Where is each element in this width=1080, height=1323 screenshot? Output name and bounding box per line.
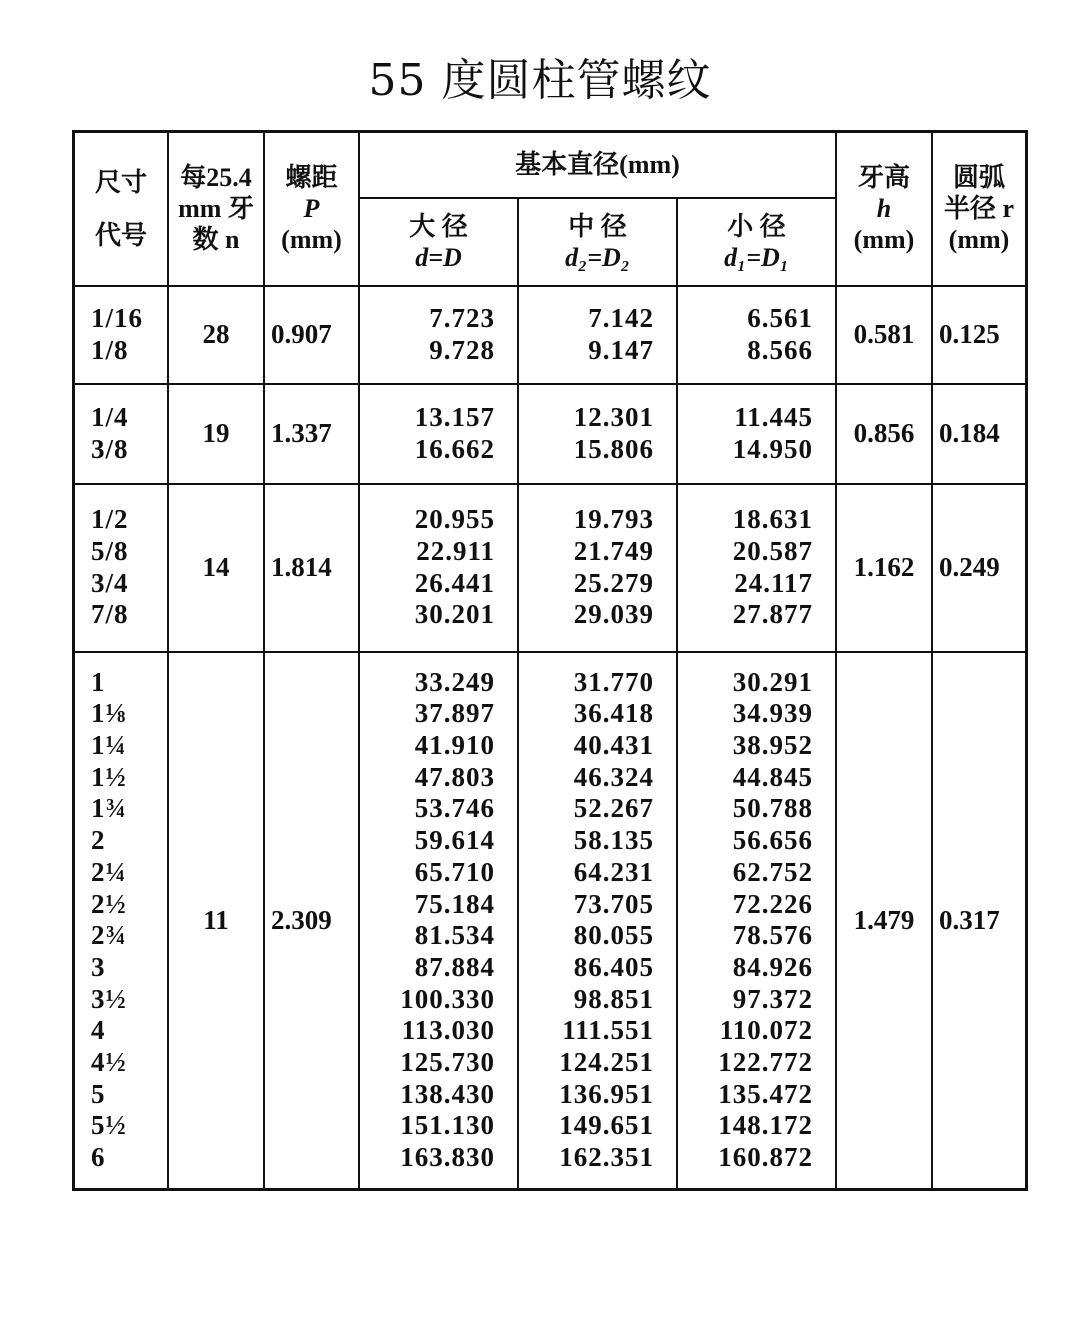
arc-radius: 0.317 [932,652,1027,1190]
major-diameter: 41.910 [414,730,495,761]
header-height [836,132,932,286]
size-code-cell [74,384,169,484]
size-code: 4½ [91,1047,127,1078]
header-text: (mm) [281,225,342,255]
pitch-diameter: 73.705 [573,888,654,919]
table-row [74,384,1027,484]
table-row [74,652,1027,1190]
pitch-diameter-cell [518,384,677,484]
major-diameter: 100.330 [400,983,495,1014]
header-text: mm 牙 [178,194,254,224]
minor-diameter: 78.576 [732,920,813,951]
minor-diameter: 97.372 [732,983,813,1014]
minor-diameter: 84.926 [732,951,813,982]
table-row [74,484,1027,652]
header-text: 代号 [94,220,147,250]
thread-height: 0.581 [836,286,932,384]
size-code: 1⅛ [91,698,127,729]
minor-diameter-cell [677,384,836,484]
size-code: 1 [91,666,106,697]
header-minor [677,198,836,286]
pitch-diameter: 136.951 [559,1078,654,1109]
major-diameter: 47.803 [414,761,495,792]
threads-per-inch: 14 [168,484,264,652]
major-diameter: 75.184 [414,888,495,919]
thread-height: 1.162 [836,484,932,652]
minor-diameter: 110.072 [719,1015,813,1046]
major-diameter: 26.441 [414,567,495,598]
pitch-diameter: 149.651 [559,1110,654,1141]
minor-diameter: 20.587 [732,535,813,566]
major-diameter: 30.201 [414,599,495,630]
major-diameter: 151.130 [400,1110,495,1141]
header-text: h [876,194,892,224]
header-text: d₁=D₁ [724,242,789,272]
pitch-value: 2.309 [264,652,359,1190]
minor-diameter-cell [677,286,836,384]
thread-table [72,130,1028,1191]
minor-diameter: 44.845 [732,761,813,792]
major-diameter: 65.710 [414,856,495,887]
header-text: d=D [415,242,462,272]
major-diameter: 125.730 [400,1047,495,1078]
table-row [74,286,1027,384]
minor-diameter: 14.950 [732,433,813,464]
major-diameter: 81.534 [414,920,495,951]
major-diameter: 33.249 [414,666,495,697]
size-code-cell [74,286,169,384]
minor-diameter: 135.472 [718,1078,813,1109]
pitch-diameter: 12.301 [573,401,654,432]
pitch-diameter: 86.405 [573,951,654,982]
minor-diameter: 72.226 [732,888,813,919]
major-diameter: 87.884 [414,951,495,982]
thread-height: 1.479 [836,652,932,1190]
major-diameter: 113.030 [401,1015,495,1046]
pitch-diameter: 21.749 [573,535,654,566]
pitch-diameter-cell [518,484,677,652]
header-text: 半径 r [943,194,1015,224]
header-pitch-diameter [518,198,677,286]
minor-diameter: 6.561 [747,302,813,333]
major-diameter: 20.955 [414,504,495,535]
major-diameter-cell [359,384,518,484]
pitch-diameter: 124.251 [559,1047,654,1078]
pitch-diameter: 64.231 [573,856,654,887]
minor-diameter: 50.788 [732,793,813,824]
minor-diameter: 11.445 [734,401,813,432]
header-text: 每25.4 [180,163,252,193]
minor-diameter: 122.772 [718,1047,813,1078]
size-code: 1/2 [91,504,129,535]
minor-diameter: 30.291 [732,666,813,697]
size-code: 4 [91,1015,106,1046]
size-code-cell [74,652,169,1190]
size-code: 6 [91,1142,106,1173]
pitch-diameter: 46.324 [573,761,654,792]
pitch-diameter: 162.351 [559,1142,654,1173]
size-code: 1/16 [91,302,144,333]
page-title: 55 度圆柱管螺纹 [368,55,712,106]
arc-radius: 0.249 [932,484,1027,652]
size-code: 1½ [91,761,127,792]
size-code: 3/4 [91,567,129,598]
minor-diameter: 62.752 [732,856,813,887]
pitch-diameter: 15.806 [573,433,654,464]
size-code: 1¼ [91,730,127,761]
size-code: 2¾ [91,920,127,951]
minor-diameter: 18.631 [732,504,813,535]
header-text: 牙高 [857,163,910,193]
header-basic-diameter: 基本直径(mm) [359,132,836,198]
threads-per-inch: 19 [168,384,264,484]
size-code: 5 [91,1078,106,1109]
pitch-diameter-cell [518,286,677,384]
pitch-value: 0.907 [264,286,359,384]
header-major [359,198,518,286]
pitch-diameter: 36.418 [573,698,654,729]
pitch-value: 1.337 [264,384,359,484]
header-size-code [74,132,169,286]
pitch-diameter: 98.851 [573,983,654,1014]
pitch-diameter: 40.431 [573,730,654,761]
size-code: 5½ [91,1110,127,1141]
major-diameter: 9.728 [429,334,495,365]
pitch-diameter: 25.279 [573,567,654,598]
major-diameter: 138.430 [400,1078,495,1109]
minor-diameter: 27.877 [732,599,813,630]
major-diameter-cell [359,286,518,384]
major-diameter: 53.746 [414,793,495,824]
header-pitch [264,132,359,286]
arc-radius: 0.125 [932,286,1027,384]
header-text: 螺距 [285,163,338,193]
major-diameter: 13.157 [414,401,495,432]
header-text: 圆弧 [952,163,1005,193]
pitch-diameter: 52.267 [573,793,654,824]
header-text: (mm) [853,225,915,255]
size-code: 1/4 [91,401,129,432]
major-diameter: 22.911 [416,535,495,566]
header-text: P [303,194,320,224]
header-text: 大 径 [409,211,468,241]
pitch-diameter: 9.147 [588,334,654,365]
minor-diameter: 34.939 [732,698,813,729]
header-radius [932,132,1027,286]
header-text: d₂=D₂ [565,242,630,272]
minor-diameter-cell [677,652,836,1190]
minor-diameter: 160.872 [718,1142,813,1173]
size-code: 2½ [91,888,127,919]
pitch-diameter: 31.770 [573,666,654,697]
arc-radius: 0.184 [932,384,1027,484]
thread-height: 0.856 [836,384,932,484]
pitch-diameter: 58.135 [573,825,654,856]
size-code: 3 [91,951,106,982]
header-threads-per [168,132,264,286]
size-code: 1¾ [91,793,127,824]
header-text: (mm) [948,225,1010,255]
header-text: 小 径 [727,211,786,241]
pitch-diameter: 19.793 [573,504,654,535]
pitch-diameter: 80.055 [573,920,654,951]
size-code: 2¼ [91,856,127,887]
header-text: 尺寸 [94,167,147,197]
size-code-cell [74,484,169,652]
minor-diameter: 148.172 [718,1110,813,1141]
minor-diameter: 8.566 [747,334,813,365]
size-code: 7/8 [91,599,129,630]
major-diameter: 59.614 [414,825,495,856]
minor-diameter-cell [677,484,836,652]
pitch-diameter: 111.551 [562,1015,654,1046]
major-diameter: 163.830 [400,1142,495,1173]
size-code: 3/8 [91,433,129,464]
pitch-diameter: 29.039 [573,599,654,630]
threads-per-inch: 11 [168,652,264,1190]
major-diameter-cell [359,484,518,652]
major-diameter: 7.723 [429,302,495,333]
pitch-diameter-cell [518,652,677,1190]
major-diameter: 37.897 [414,698,495,729]
size-code: 2 [91,825,106,856]
minor-diameter: 56.656 [732,825,813,856]
header-text: 数 n [192,225,240,255]
threads-per-inch: 28 [168,286,264,384]
size-code: 1/8 [91,334,129,365]
minor-diameter: 24.117 [734,567,813,598]
major-diameter: 16.662 [414,433,495,464]
minor-diameter: 38.952 [732,730,813,761]
pitch-value: 1.814 [264,484,359,652]
pitch-diameter: 7.142 [588,302,654,333]
size-code: 3½ [91,983,127,1014]
major-diameter-cell [359,652,518,1190]
size-code: 5/8 [91,535,129,566]
table-body [74,286,1027,1190]
header-text: 中 径 [568,211,627,241]
